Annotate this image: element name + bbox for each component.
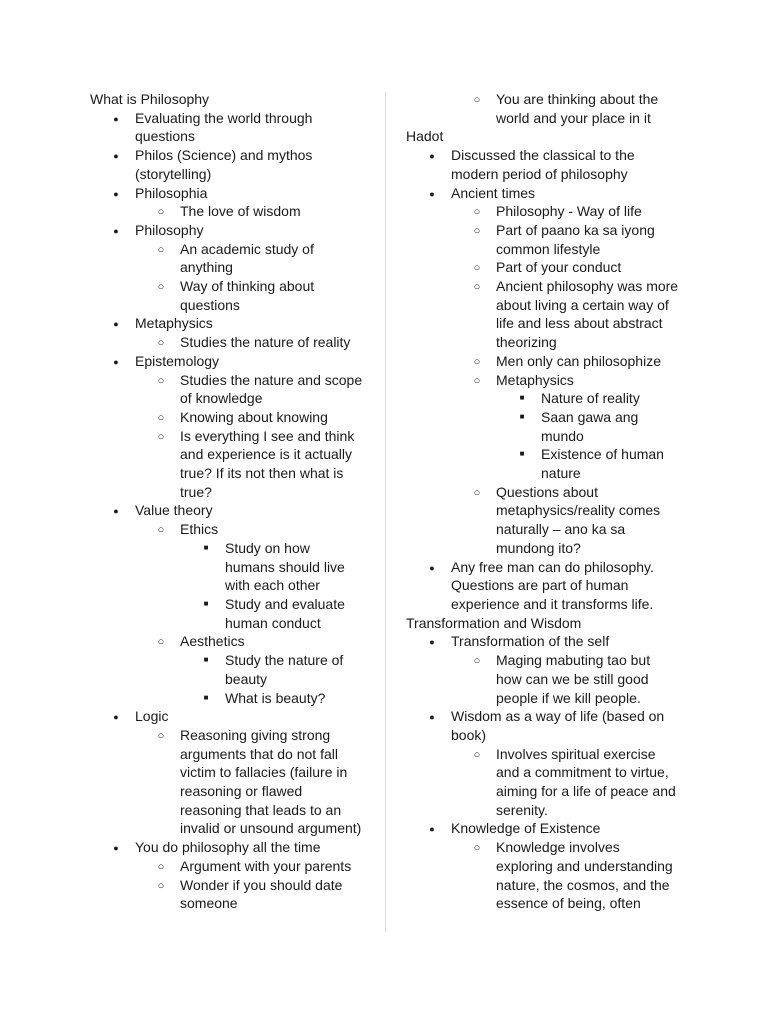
list-item-level-2 xyxy=(90,202,380,221)
list-item-text: An academic study of xyxy=(180,240,314,257)
list-item-text: Knowledge involves xyxy=(496,839,620,856)
list-item-text: Evaluating the world through xyxy=(135,109,313,126)
list-item-text: Men only can philosophize xyxy=(496,352,661,369)
bullet-icon xyxy=(154,520,168,540)
list-item-text: world and your place in it xyxy=(496,109,651,126)
bullet-icon xyxy=(470,483,484,503)
bullet-icon xyxy=(515,389,529,408)
list-item-text: Argument with your parents xyxy=(180,857,352,874)
list-item-level-1 xyxy=(90,501,380,520)
list-item-level-3 xyxy=(90,595,380,632)
list-item-text: Philosophy - Way of life xyxy=(496,203,642,220)
list-item-level-2 xyxy=(90,427,380,502)
list-item-level-2 xyxy=(406,90,696,127)
list-item-level-2 xyxy=(406,483,696,558)
list-item-text: common lifestyle xyxy=(496,240,601,257)
list-item-text: Studies the nature of reality xyxy=(180,334,351,351)
list-item-level-3 xyxy=(90,689,380,708)
bullet-icon xyxy=(109,221,123,241)
list-item-level-2 xyxy=(406,277,696,352)
list-item-text: questions xyxy=(135,128,195,145)
bullet-icon xyxy=(470,838,484,858)
list-item-text: Questions about xyxy=(496,483,598,500)
list-item-text: someone xyxy=(180,895,238,912)
list-item-text: (storytelling) xyxy=(135,165,212,182)
bullet-icon xyxy=(154,408,168,428)
list-item-text: exploring and understanding xyxy=(496,857,673,874)
list-item-text: reasoning or flawed xyxy=(180,783,303,800)
list-item-text: aiming for a life of peace and xyxy=(496,783,676,800)
list-item-text: book) xyxy=(451,726,487,743)
list-item-text: true? If its not then what is xyxy=(180,465,344,482)
bullet-icon xyxy=(199,651,213,670)
list-item-text: Hadot xyxy=(406,128,444,145)
list-item-text: Studies the nature and scope xyxy=(180,371,363,388)
list-item-text: Study and evaluate xyxy=(225,595,345,612)
list-item-text: mundong ito? xyxy=(496,539,581,556)
list-item-text: Philosophia xyxy=(135,184,208,201)
list-item-text: Nature of reality xyxy=(541,390,640,407)
bullet-icon xyxy=(515,408,529,427)
list-item-text: Maging mabuting tao but xyxy=(496,652,651,669)
bullet-icon xyxy=(470,258,484,278)
list-item-text: Transformation of the self xyxy=(451,633,610,650)
list-item-text: Philos (Science) and mythos xyxy=(135,147,313,164)
list-item-level-3 xyxy=(90,539,380,595)
list-item-text: human conduct xyxy=(225,614,321,631)
bullet-icon xyxy=(154,202,168,222)
list-item-level-1 xyxy=(90,707,380,726)
list-item-level-2 xyxy=(90,277,380,314)
list-item-text: You are thinking about the xyxy=(496,91,659,107)
list-item-text: reasoning that leads to an xyxy=(180,801,342,818)
bullet-icon xyxy=(109,501,123,521)
bullet-icon xyxy=(425,707,439,727)
bullet-icon xyxy=(470,90,484,110)
bullet-icon xyxy=(199,689,213,708)
list-item-text: nature, the cosmos, and the xyxy=(496,876,670,893)
list-item-text: Questions are part of human xyxy=(451,577,629,594)
list-item-text: people if we kill people. xyxy=(496,689,641,706)
list-item-level-2 xyxy=(406,838,696,913)
list-item-level-1 xyxy=(90,146,380,183)
list-item-text: modern period of philosophy xyxy=(451,165,628,182)
bullet-icon xyxy=(470,371,484,391)
list-item-text: Part of paano ka sa iyong xyxy=(496,221,655,238)
bullet-icon xyxy=(109,314,123,334)
list-item-text: Reasoning giving strong xyxy=(180,726,331,743)
list-item-text: Wisdom as a way of life (based on xyxy=(451,708,665,725)
list-item-text: Knowledge of Existence xyxy=(451,820,601,837)
list-item-text: Ethics xyxy=(180,521,219,538)
bullet-icon xyxy=(154,371,168,391)
bullet-icon xyxy=(109,109,123,129)
list-item-text: anything xyxy=(180,259,233,276)
list-item-level-2 xyxy=(90,371,380,408)
bullet-icon xyxy=(199,539,213,558)
list-item-text: true? xyxy=(180,483,212,500)
list-item-level-3 xyxy=(406,408,696,445)
list-item-text: of knowledge xyxy=(180,390,263,407)
bullet-icon xyxy=(109,184,123,204)
bullet-icon xyxy=(425,558,439,578)
list-item-text: Logic xyxy=(135,708,169,725)
list-item-level-2 xyxy=(90,333,380,352)
list-item-text: life and less about abstract xyxy=(496,315,663,332)
list-item-level-2 xyxy=(406,745,696,820)
list-item-level-2 xyxy=(406,371,696,390)
list-item-text: Any free man can do philosophy. xyxy=(451,558,654,575)
list-item-level-2 xyxy=(406,202,696,221)
list-item-level-1 xyxy=(406,184,696,203)
right-column xyxy=(406,90,696,913)
list-item-text: Philosophy xyxy=(135,221,204,238)
list-item-level-3 xyxy=(406,445,696,482)
list-item-level-1 xyxy=(90,221,380,240)
list-item-text: theorizing xyxy=(496,334,557,351)
section-heading xyxy=(406,127,696,146)
list-item-text: invalid or unsound argument) xyxy=(180,820,362,837)
list-item-text: and a commitment to virtue, xyxy=(496,764,669,781)
bullet-icon xyxy=(425,146,439,166)
section-heading xyxy=(406,614,696,633)
bullet-icon xyxy=(154,857,168,877)
list-item-level-1 xyxy=(90,838,380,857)
list-item-text: Value theory xyxy=(135,502,213,519)
list-item-level-2 xyxy=(90,632,380,651)
list-item-level-2 xyxy=(406,651,696,707)
section-heading xyxy=(90,90,380,109)
list-item-text: Knowing about knowing xyxy=(180,408,328,425)
list-item-level-2 xyxy=(90,857,380,876)
list-item-level-2 xyxy=(406,221,696,258)
bullet-icon xyxy=(425,819,439,839)
list-item-text: with each other xyxy=(225,577,320,594)
bullet-icon xyxy=(470,745,484,765)
bullet-icon xyxy=(154,333,168,353)
bullet-icon xyxy=(109,352,123,372)
list-item-text: Existence of human xyxy=(541,446,664,463)
list-item-level-1 xyxy=(406,632,696,651)
bullet-icon xyxy=(154,632,168,652)
list-item-text: victim to fallacies (failure in xyxy=(180,764,348,781)
list-item-text: Wonder if you should date xyxy=(180,876,343,893)
list-item-text: Transformation and Wisdom xyxy=(406,614,582,631)
list-item-text: essence of being, often xyxy=(496,895,641,912)
list-item-level-1 xyxy=(406,146,696,183)
list-item-text: humans should live xyxy=(225,558,345,575)
list-item-text: Part of your conduct xyxy=(496,259,622,276)
list-item-level-1 xyxy=(90,352,380,371)
list-item-text: Epistemology xyxy=(135,352,220,369)
column-divider xyxy=(385,92,386,932)
bullet-icon xyxy=(425,632,439,652)
list-item-text: about living a certain way of xyxy=(496,296,669,313)
list-item-text: how can we be still good xyxy=(496,670,649,687)
list-item-level-1 xyxy=(406,819,696,838)
list-item-text: Involves spiritual exercise xyxy=(496,745,656,762)
list-item-text: The love of wisdom xyxy=(180,203,301,220)
list-item-text: beauty xyxy=(225,670,268,687)
list-item-text: Way of thinking about xyxy=(180,278,315,295)
list-item-text: experience and it transforms life. xyxy=(451,595,654,612)
list-item-level-2 xyxy=(90,520,380,539)
list-item-text: serenity. xyxy=(496,801,548,818)
list-item-text: nature xyxy=(541,465,581,482)
list-item-level-2 xyxy=(90,408,380,427)
list-item-text: and experience is it actually xyxy=(180,446,352,463)
bullet-icon xyxy=(470,202,484,222)
list-item-level-1 xyxy=(90,314,380,333)
list-item-level-1 xyxy=(406,558,696,614)
list-item-text: questions xyxy=(180,296,240,313)
bullet-icon xyxy=(154,876,168,896)
bullet-icon xyxy=(470,277,484,297)
list-item-text: Study on how xyxy=(225,539,310,556)
list-item-level-1 xyxy=(90,109,380,146)
bullet-icon xyxy=(154,427,168,447)
list-item-text: What is beauty? xyxy=(225,689,326,706)
list-item-text: What is Philosophy xyxy=(90,91,210,107)
bullet-icon xyxy=(470,221,484,241)
list-item-text: Aesthetics xyxy=(180,633,245,650)
list-item-level-2 xyxy=(90,726,380,838)
list-item-text: You do philosophy all the time xyxy=(135,839,321,856)
list-item-text: mundo xyxy=(541,427,584,444)
bullet-icon xyxy=(109,838,123,858)
bullet-icon xyxy=(199,595,213,614)
bullet-icon xyxy=(109,707,123,727)
list-item-text: metaphysics/reality comes xyxy=(496,502,661,519)
list-item-level-3 xyxy=(90,651,380,688)
bullet-icon xyxy=(470,352,484,372)
list-item-level-1 xyxy=(406,707,696,744)
list-item-text: Discussed the classical to the xyxy=(451,147,635,164)
list-item-level-3 xyxy=(406,389,696,408)
list-item-text: naturally – ano ka sa xyxy=(496,521,626,538)
list-item-text: Saan gawa ang xyxy=(541,408,639,425)
bullet-icon xyxy=(154,277,168,297)
list-item-level-2 xyxy=(406,352,696,371)
left-column xyxy=(90,90,380,913)
list-item-level-2 xyxy=(90,876,380,913)
list-item-text: Metaphysics xyxy=(496,371,574,388)
list-item-text: Ancient philosophy was more xyxy=(496,278,679,295)
list-item-text: Ancient times xyxy=(451,184,536,201)
list-item-text: arguments that do not fall xyxy=(180,745,338,762)
list-item-text: Metaphysics xyxy=(135,315,213,332)
list-item-text: Is everything I see and think xyxy=(180,427,355,444)
bullet-icon xyxy=(425,184,439,204)
list-item-text: Study the nature of xyxy=(225,652,344,669)
bullet-icon xyxy=(154,240,168,260)
list-item-level-2 xyxy=(406,258,696,277)
list-item-level-2 xyxy=(90,240,380,277)
bullet-icon xyxy=(515,445,529,464)
bullet-icon xyxy=(154,726,168,746)
bullet-icon xyxy=(109,146,123,166)
bullet-icon xyxy=(470,651,484,671)
list-item-level-1 xyxy=(90,184,380,203)
